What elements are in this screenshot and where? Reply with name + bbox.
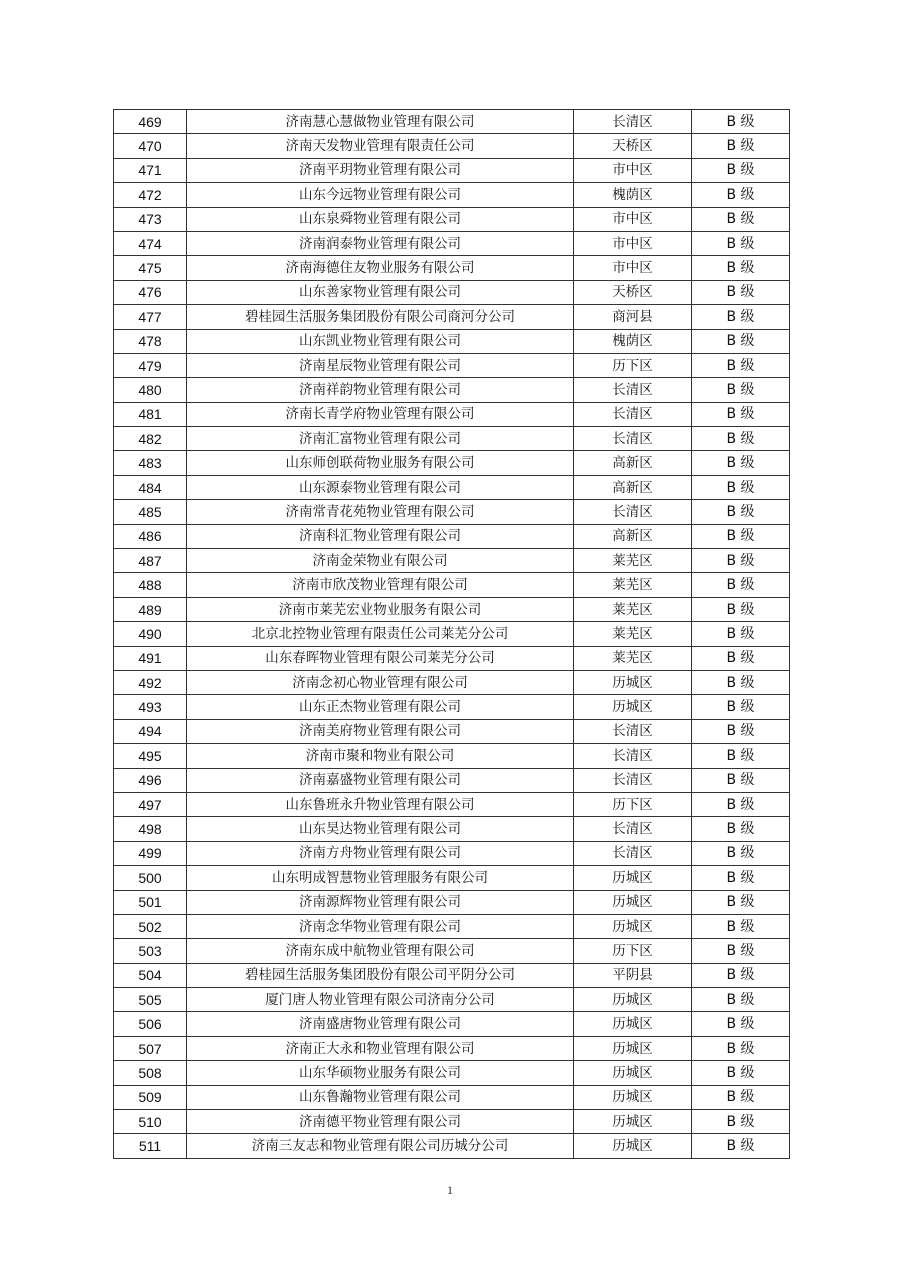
row-number-cell: 506 bbox=[114, 1012, 187, 1036]
row-number-cell: 487 bbox=[114, 549, 187, 573]
grade-cell: B 级 bbox=[692, 1134, 790, 1158]
row-number-cell: 486 bbox=[114, 524, 187, 548]
row-number-cell: 496 bbox=[114, 768, 187, 792]
company-name-cell: 山东泉舜物业管理有限公司 bbox=[187, 207, 574, 231]
company-name-cell: 济南方舟物业管理有限公司 bbox=[187, 841, 574, 865]
table-row bbox=[114, 890, 790, 914]
table-row bbox=[114, 768, 790, 792]
grade-cell: B 级 bbox=[692, 792, 790, 816]
company-name-cell: 山东善家物业管理有限公司 bbox=[187, 280, 574, 304]
grade-cell: B 级 bbox=[692, 1012, 790, 1036]
table-row bbox=[114, 134, 790, 158]
district-cell: 平阴县 bbox=[574, 963, 692, 987]
grade-cell: B 级 bbox=[692, 280, 790, 304]
grade-cell: B 级 bbox=[692, 1036, 790, 1060]
grade-cell: B 级 bbox=[692, 719, 790, 743]
grade-cell: B 级 bbox=[692, 988, 790, 1012]
table-row bbox=[114, 695, 790, 719]
row-number-cell: 511 bbox=[114, 1134, 187, 1158]
district-cell: 历城区 bbox=[574, 695, 692, 719]
grade-cell: B 级 bbox=[692, 500, 790, 524]
grade-cell: B 级 bbox=[692, 817, 790, 841]
company-name-cell: 北京北控物业管理有限责任公司莱芜分公司 bbox=[187, 622, 574, 646]
grade-cell: B 级 bbox=[692, 158, 790, 182]
district-cell: 长清区 bbox=[574, 768, 692, 792]
row-number-cell: 475 bbox=[114, 256, 187, 280]
district-cell: 槐荫区 bbox=[574, 329, 692, 353]
company-name-cell: 济南科汇物业管理有限公司 bbox=[187, 524, 574, 548]
district-cell: 长清区 bbox=[574, 841, 692, 865]
row-number-cell: 495 bbox=[114, 744, 187, 768]
table-row bbox=[114, 256, 790, 280]
table-row bbox=[114, 719, 790, 743]
row-number-cell: 503 bbox=[114, 939, 187, 963]
grade-cell: B 级 bbox=[692, 134, 790, 158]
grade-cell: B 级 bbox=[692, 549, 790, 573]
company-name-cell: 济南润泰物业管理有限公司 bbox=[187, 231, 574, 255]
grade-cell: B 级 bbox=[692, 231, 790, 255]
row-number-cell: 473 bbox=[114, 207, 187, 231]
district-cell: 长清区 bbox=[574, 427, 692, 451]
company-name-cell: 济南海德住友物业服务有限公司 bbox=[187, 256, 574, 280]
grade-cell: B 级 bbox=[692, 110, 790, 134]
company-name-cell: 山东源泰物业管理有限公司 bbox=[187, 475, 574, 499]
row-number-cell: 509 bbox=[114, 1085, 187, 1109]
table-row bbox=[114, 744, 790, 768]
grade-cell: B 级 bbox=[692, 256, 790, 280]
district-cell: 市中区 bbox=[574, 207, 692, 231]
company-name-cell: 山东昊达物业管理有限公司 bbox=[187, 817, 574, 841]
company-name-cell: 山东正杰物业管理有限公司 bbox=[187, 695, 574, 719]
district-cell: 市中区 bbox=[574, 256, 692, 280]
grade-cell: B 级 bbox=[692, 378, 790, 402]
row-number-cell: 498 bbox=[114, 817, 187, 841]
row-number-cell: 489 bbox=[114, 597, 187, 621]
district-cell: 历下区 bbox=[574, 792, 692, 816]
district-cell: 天桥区 bbox=[574, 134, 692, 158]
grade-cell: B 级 bbox=[692, 744, 790, 768]
table-row bbox=[114, 427, 790, 451]
district-cell: 历城区 bbox=[574, 1110, 692, 1134]
company-name-cell: 济南市莱芜宏业物业服务有限公司 bbox=[187, 597, 574, 621]
grade-cell: B 级 bbox=[692, 329, 790, 353]
row-number-cell: 482 bbox=[114, 427, 187, 451]
table-row bbox=[114, 280, 790, 304]
company-name-cell: 山东今远物业管理有限公司 bbox=[187, 183, 574, 207]
row-number-cell: 490 bbox=[114, 622, 187, 646]
district-cell: 历下区 bbox=[574, 353, 692, 377]
grade-cell: B 级 bbox=[692, 768, 790, 792]
grade-cell: B 级 bbox=[692, 670, 790, 694]
grade-cell: B 级 bbox=[692, 1085, 790, 1109]
table-row bbox=[114, 817, 790, 841]
grade-cell: B 级 bbox=[692, 402, 790, 426]
table-row bbox=[114, 451, 790, 475]
table-row bbox=[114, 1061, 790, 1085]
district-cell: 历城区 bbox=[574, 890, 692, 914]
district-cell: 长清区 bbox=[574, 744, 692, 768]
district-cell: 高新区 bbox=[574, 524, 692, 548]
company-name-cell: 济南嘉盛物业管理有限公司 bbox=[187, 768, 574, 792]
row-number-cell: 471 bbox=[114, 158, 187, 182]
table-row bbox=[114, 1012, 790, 1036]
district-cell: 历城区 bbox=[574, 1085, 692, 1109]
table-row bbox=[114, 500, 790, 524]
row-number-cell: 483 bbox=[114, 451, 187, 475]
row-number-cell: 500 bbox=[114, 866, 187, 890]
district-cell: 商河县 bbox=[574, 305, 692, 329]
table-body bbox=[114, 110, 790, 1159]
district-cell: 历城区 bbox=[574, 1012, 692, 1036]
table-row bbox=[114, 329, 790, 353]
grade-cell: B 级 bbox=[692, 207, 790, 231]
district-cell: 历城区 bbox=[574, 1036, 692, 1060]
company-name-cell: 济南念初心物业管理有限公司 bbox=[187, 670, 574, 694]
district-cell: 历下区 bbox=[574, 939, 692, 963]
company-name-cell: 济南正大永和物业管理有限公司 bbox=[187, 1036, 574, 1060]
grade-cell: B 级 bbox=[692, 890, 790, 914]
district-cell: 长清区 bbox=[574, 500, 692, 524]
row-number-cell: 474 bbox=[114, 231, 187, 255]
district-cell: 市中区 bbox=[574, 158, 692, 182]
row-number-cell: 508 bbox=[114, 1061, 187, 1085]
table-row bbox=[114, 475, 790, 499]
district-cell: 历城区 bbox=[574, 914, 692, 938]
district-cell: 历城区 bbox=[574, 988, 692, 1012]
grade-cell: B 级 bbox=[692, 695, 790, 719]
table-row bbox=[114, 353, 790, 377]
table-row bbox=[114, 963, 790, 987]
district-cell: 莱芜区 bbox=[574, 597, 692, 621]
page-number: 1 bbox=[447, 1183, 453, 1197]
row-number-cell: 481 bbox=[114, 402, 187, 426]
company-name-cell: 厦门唐人物业管理有限公司济南分公司 bbox=[187, 988, 574, 1012]
row-number-cell: 469 bbox=[114, 110, 187, 134]
table-row bbox=[114, 841, 790, 865]
district-cell: 长清区 bbox=[574, 402, 692, 426]
company-name-cell: 济南三友志和物业管理有限公司历城分公司 bbox=[187, 1134, 574, 1158]
company-name-cell: 济南金荣物业有限公司 bbox=[187, 549, 574, 573]
table-row bbox=[114, 378, 790, 402]
company-name-cell: 山东鲁班永升物业管理有限公司 bbox=[187, 792, 574, 816]
company-name-cell: 山东凯业物业管理有限公司 bbox=[187, 329, 574, 353]
district-cell: 莱芜区 bbox=[574, 549, 692, 573]
grade-cell: B 级 bbox=[692, 427, 790, 451]
row-number-cell: 507 bbox=[114, 1036, 187, 1060]
table-row bbox=[114, 1134, 790, 1158]
row-number-cell: 502 bbox=[114, 914, 187, 938]
company-name-cell: 济南长青学府物业管理有限公司 bbox=[187, 402, 574, 426]
table-row bbox=[114, 914, 790, 938]
table-row bbox=[114, 402, 790, 426]
row-number-cell: 477 bbox=[114, 305, 187, 329]
table-row bbox=[114, 622, 790, 646]
table-row bbox=[114, 110, 790, 134]
table-row bbox=[114, 939, 790, 963]
company-name-cell: 济南平玥物业管理有限公司 bbox=[187, 158, 574, 182]
company-name-cell: 济南念华物业管理有限公司 bbox=[187, 914, 574, 938]
grade-cell: B 级 bbox=[692, 597, 790, 621]
table-row bbox=[114, 207, 790, 231]
table-row bbox=[114, 573, 790, 597]
company-name-cell: 济南汇富物业管理有限公司 bbox=[187, 427, 574, 451]
district-cell: 高新区 bbox=[574, 475, 692, 499]
district-cell: 长清区 bbox=[574, 110, 692, 134]
table-row bbox=[114, 670, 790, 694]
company-name-cell: 济南盛唐物业管理有限公司 bbox=[187, 1012, 574, 1036]
company-name-cell: 济南星辰物业管理有限公司 bbox=[187, 353, 574, 377]
company-name-cell: 碧桂园生活服务集团股份有限公司平阴分公司 bbox=[187, 963, 574, 987]
row-number-cell: 505 bbox=[114, 988, 187, 1012]
table-row bbox=[114, 231, 790, 255]
grade-cell: B 级 bbox=[692, 524, 790, 548]
table-row bbox=[114, 866, 790, 890]
row-number-cell: 510 bbox=[114, 1110, 187, 1134]
table-row bbox=[114, 158, 790, 182]
row-number-cell: 504 bbox=[114, 963, 187, 987]
company-name-cell: 济南美府物业管理有限公司 bbox=[187, 719, 574, 743]
table-row bbox=[114, 988, 790, 1012]
district-cell: 长清区 bbox=[574, 719, 692, 743]
row-number-cell: 488 bbox=[114, 573, 187, 597]
company-name-cell: 山东明成智慧物业管理服务有限公司 bbox=[187, 866, 574, 890]
table-row bbox=[114, 1110, 790, 1134]
grade-cell: B 级 bbox=[692, 622, 790, 646]
company-name-cell: 山东鲁瀚物业管理有限公司 bbox=[187, 1085, 574, 1109]
grade-cell: B 级 bbox=[692, 646, 790, 670]
company-name-cell: 济南慧心慧做物业管理有限公司 bbox=[187, 110, 574, 134]
row-number-cell: 484 bbox=[114, 475, 187, 499]
row-number-cell: 497 bbox=[114, 792, 187, 816]
row-number-cell: 472 bbox=[114, 183, 187, 207]
grade-cell: B 级 bbox=[692, 1110, 790, 1134]
grade-cell: B 级 bbox=[692, 475, 790, 499]
company-name-cell: 济南市聚和物业有限公司 bbox=[187, 744, 574, 768]
table-row bbox=[114, 1085, 790, 1109]
district-cell: 历城区 bbox=[574, 1134, 692, 1158]
table-row bbox=[114, 524, 790, 548]
company-name-cell: 济南市欣茂物业管理有限公司 bbox=[187, 573, 574, 597]
table-row bbox=[114, 597, 790, 621]
row-number-cell: 493 bbox=[114, 695, 187, 719]
row-number-cell: 499 bbox=[114, 841, 187, 865]
company-name-cell: 碧桂园生活服务集团股份有限公司商河分公司 bbox=[187, 305, 574, 329]
district-cell: 历城区 bbox=[574, 866, 692, 890]
grade-cell: B 级 bbox=[692, 305, 790, 329]
grade-cell: B 级 bbox=[692, 914, 790, 938]
district-cell: 历城区 bbox=[574, 670, 692, 694]
row-number-cell: 479 bbox=[114, 353, 187, 377]
grade-cell: B 级 bbox=[692, 1061, 790, 1085]
row-number-cell: 491 bbox=[114, 646, 187, 670]
district-cell: 长清区 bbox=[574, 817, 692, 841]
table-row bbox=[114, 183, 790, 207]
grade-cell: B 级 bbox=[692, 841, 790, 865]
company-name-cell: 济南德平物业管理有限公司 bbox=[187, 1110, 574, 1134]
company-name-cell: 山东春晖物业管理有限公司莱芜分公司 bbox=[187, 646, 574, 670]
row-number-cell: 470 bbox=[114, 134, 187, 158]
table-row bbox=[114, 792, 790, 816]
row-number-cell: 480 bbox=[114, 378, 187, 402]
table-row bbox=[114, 1036, 790, 1060]
company-name-cell: 山东师创联荷物业服务有限公司 bbox=[187, 451, 574, 475]
grade-cell: B 级 bbox=[692, 939, 790, 963]
row-number-cell: 492 bbox=[114, 670, 187, 694]
company-name-cell: 济南东成中航物业管理有限公司 bbox=[187, 939, 574, 963]
grade-cell: B 级 bbox=[692, 963, 790, 987]
row-number-cell: 476 bbox=[114, 280, 187, 304]
grade-cell: B 级 bbox=[692, 353, 790, 377]
district-cell: 莱芜区 bbox=[574, 622, 692, 646]
row-number-cell: 494 bbox=[114, 719, 187, 743]
grade-cell: B 级 bbox=[692, 451, 790, 475]
district-cell: 莱芜区 bbox=[574, 573, 692, 597]
table-row bbox=[114, 549, 790, 573]
district-cell: 长清区 bbox=[574, 378, 692, 402]
district-cell: 历城区 bbox=[574, 1061, 692, 1085]
district-cell: 槐荫区 bbox=[574, 183, 692, 207]
district-cell: 市中区 bbox=[574, 231, 692, 255]
row-number-cell: 485 bbox=[114, 500, 187, 524]
grade-cell: B 级 bbox=[692, 573, 790, 597]
row-number-cell: 501 bbox=[114, 890, 187, 914]
grade-cell: B 级 bbox=[692, 866, 790, 890]
company-name-cell: 济南源辉物业管理有限公司 bbox=[187, 890, 574, 914]
company-grade-table bbox=[113, 109, 790, 1159]
grade-cell: B 级 bbox=[692, 183, 790, 207]
table-row bbox=[114, 646, 790, 670]
company-name-cell: 济南常青花苑物业管理有限公司 bbox=[187, 500, 574, 524]
row-number-cell: 478 bbox=[114, 329, 187, 353]
district-cell: 高新区 bbox=[574, 451, 692, 475]
company-name-cell: 济南祥韵物业管理有限公司 bbox=[187, 378, 574, 402]
company-name-cell: 济南天发物业管理有限责任公司 bbox=[187, 134, 574, 158]
district-cell: 天桥区 bbox=[574, 280, 692, 304]
district-cell: 莱芜区 bbox=[574, 646, 692, 670]
company-name-cell: 山东华硕物业服务有限公司 bbox=[187, 1061, 574, 1085]
table-row bbox=[114, 305, 790, 329]
